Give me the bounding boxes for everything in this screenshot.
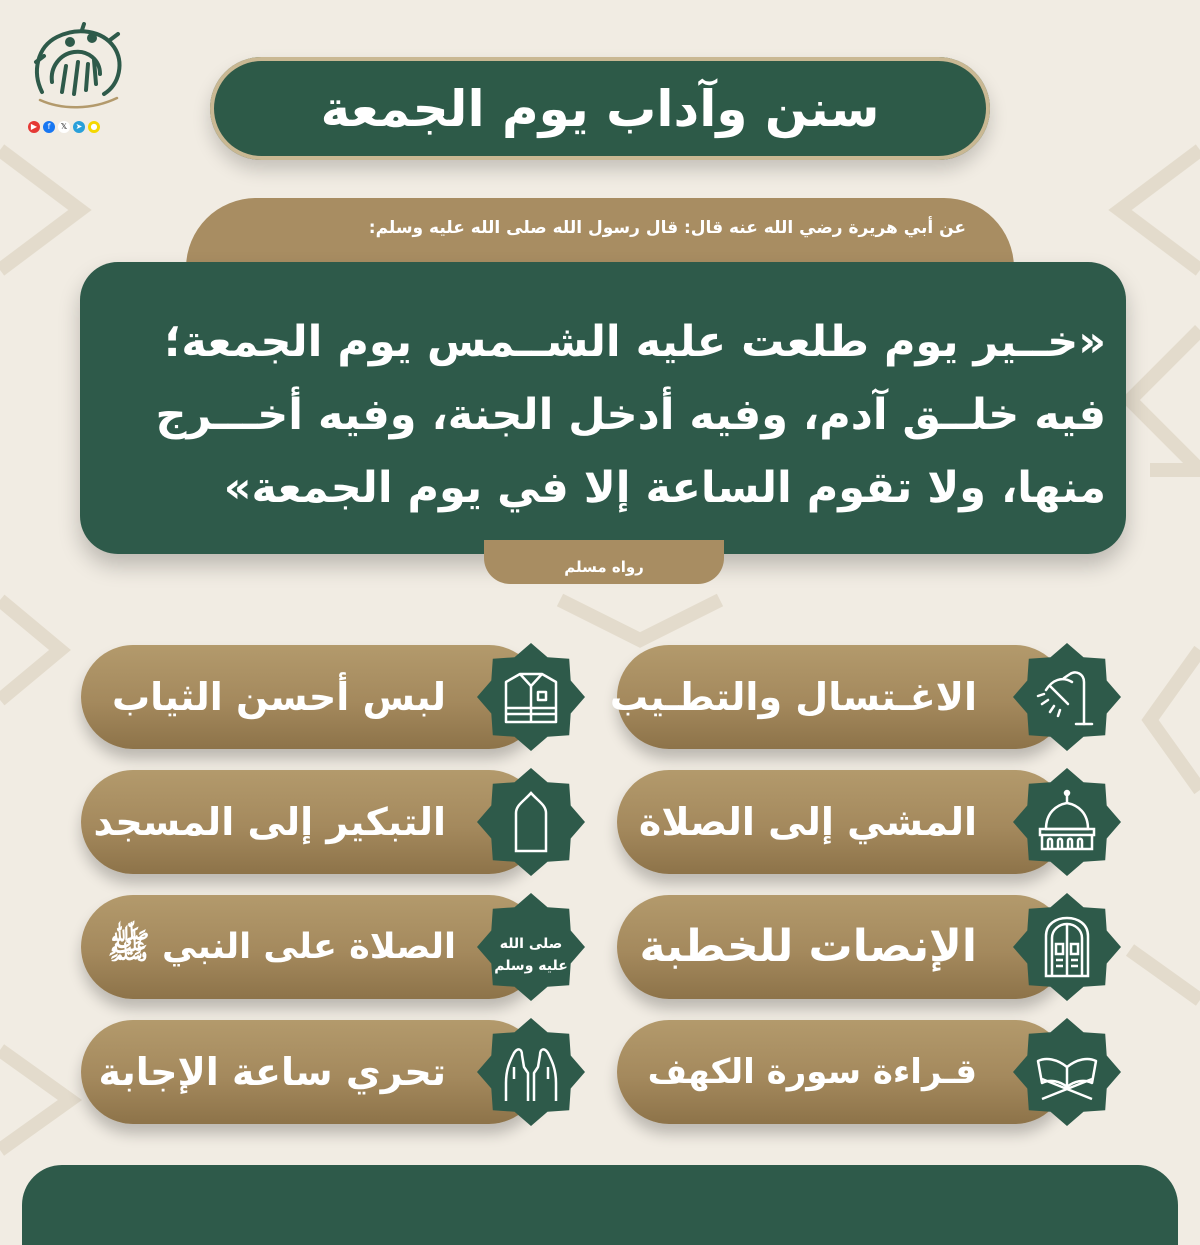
item-label: التبكير إلى المسجد (93, 800, 446, 844)
hadith-line: «خــير يوم طلعت عليه الشــمس يوم الجمعة؛ (164, 317, 1106, 367)
hadith-line: فيه خلــق آدم، وفيه أدخل الجنة، وفيه أخـــرج (155, 390, 1106, 440)
youtube-icon[interactable]: ▶ (28, 121, 40, 133)
hadith-line: منها، ولا تقوم الساعة إلا في يوم الجمعة» (223, 463, 1106, 513)
quran-stand-icon (1012, 1017, 1122, 1127)
telegram-icon[interactable]: ➤ (73, 121, 85, 133)
sunnah-item-salawat (81, 895, 541, 999)
page-title: سنن وآداب يوم الجمعة (320, 79, 880, 138)
calligraphy-logo (22, 22, 132, 112)
social-icons (28, 121, 100, 133)
shirt-icon (476, 642, 586, 752)
hadith-text (100, 306, 1106, 525)
item-label: قـراءة سورة الكهف (647, 1052, 977, 1092)
x-icon[interactable]: 𝕏 (58, 121, 70, 133)
item-label: لبس أحسن الثياب (111, 675, 446, 719)
badge-calligraphy-text: صلى الله عليه وسلم (494, 936, 568, 974)
praying-hands-icon (476, 1017, 586, 1127)
sunnah-item-hour (81, 1020, 541, 1124)
facebook-icon[interactable]: f (43, 121, 55, 133)
sunnah-item-early (81, 770, 541, 874)
sunnah-item-ghusl (609, 645, 1067, 749)
hadith-source: رواه مسلم (564, 558, 644, 576)
item-label: المشي إلى الصلاة (638, 800, 977, 844)
sunnah-item-kahf (617, 1020, 1067, 1124)
footer-band (22, 1165, 1178, 1245)
mosque-dome-icon (1012, 767, 1122, 877)
sunnah-item-listening (617, 895, 1067, 999)
item-label: الصلاة على النبي ﷺ (107, 927, 456, 967)
mosque-door-icon (476, 767, 586, 877)
title-banner (210, 57, 990, 160)
door-icon (1012, 892, 1122, 1002)
item-label: الإنصات للخطبة (639, 921, 977, 972)
shower-icon (1012, 642, 1122, 752)
snapchat-icon[interactable]: ● (88, 121, 100, 133)
item-label: الاغـتسال والتطـيب (609, 675, 977, 719)
item-label: تحري ساعة الإجابة (98, 1050, 446, 1094)
sunnah-item-clothes (81, 645, 541, 749)
sunnah-item-walking (617, 770, 1067, 874)
calligraphy-icon (476, 892, 586, 1002)
hadith-narrator: عن أبي هريرة رضي الله عنه قال: قال رسول الله صلى الله عليه وسلم: (368, 218, 966, 238)
